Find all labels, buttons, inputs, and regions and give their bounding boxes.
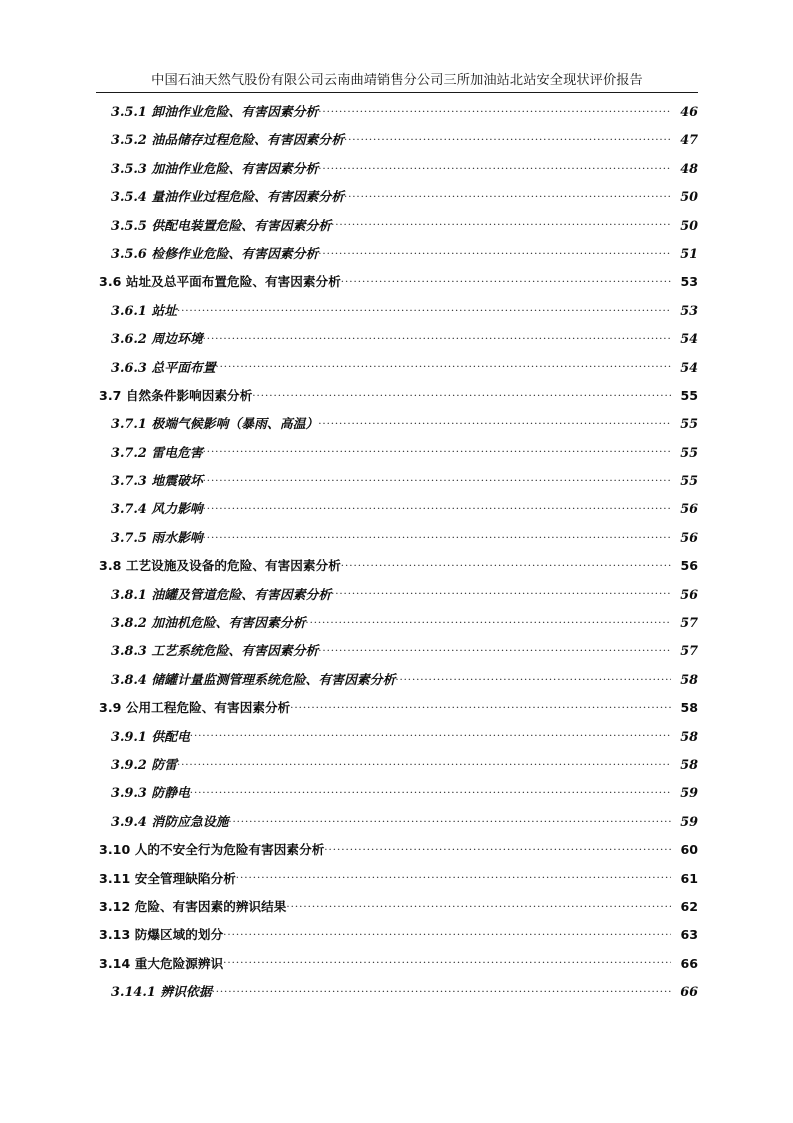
toc-entry-label: 3.7.4 风力影响: [111, 502, 203, 518]
toc-leader-dots: [341, 270, 671, 286]
toc-entry-label: 3.9.4 消防应急设施: [111, 814, 229, 830]
toc-leader-dots: [344, 128, 671, 144]
toc-entry-page-number: 56: [680, 530, 698, 546]
toc-entry[interactable]: [96, 781, 698, 809]
toc-entry-page-number: 58: [680, 757, 698, 773]
toc-entry-label: 3.11 安全管理缺陷分析: [99, 870, 236, 886]
toc-entry-label: 3.5.1 卸油作业危险、有害因素分析: [111, 105, 319, 120]
toc-leader-dots: [318, 242, 671, 258]
toc-entry-page-number: 54: [680, 332, 698, 348]
toc-entry-label: 3.9.1 供配电: [111, 729, 190, 745]
toc-entry-label: 3.6.2 周边环境: [111, 332, 203, 348]
toc-entry[interactable]: [96, 923, 698, 951]
toc-leader-dots: [177, 299, 671, 315]
toc-entry[interactable]: [96, 611, 698, 639]
toc-entry-label: 3.7.5 雨水影响: [111, 530, 203, 546]
toc-entry[interactable]: [96, 327, 698, 355]
toc-entry-label: 3.8.4 储罐计量监测管理系统危险、有害因素分析: [111, 672, 396, 688]
toc-entry-label: 3.8 工艺设施及设备的危险、有害因素分析: [99, 558, 341, 574]
toc-entry[interactable]: [96, 497, 698, 525]
toc-entry[interactable]: [96, 980, 698, 1008]
toc-entry[interactable]: [96, 157, 698, 185]
toc-entry-page-number: 51: [680, 246, 698, 262]
toc-entry-label: 3.6.3 总平面布置: [111, 360, 216, 376]
toc-entry-label: 3.7.2 雷电危害: [111, 445, 203, 461]
toc-entry-page-number: 58: [680, 700, 698, 716]
toc-entry-label: 3.9.3 防静电: [111, 786, 190, 802]
toc-leader-dots: [223, 923, 671, 939]
toc-entry[interactable]: [96, 583, 698, 611]
toc-entry-label: 3.8.3 工艺系统危险、有害因素分析: [111, 644, 319, 660]
toc-entry-label: 3.7.3 地震破坏: [111, 474, 203, 490]
toc-leader-dots: [341, 554, 671, 570]
toc-entry[interactable]: [96, 185, 698, 213]
table-of-contents: [96, 100, 698, 1009]
toc-entry-page-number: 59: [680, 814, 698, 830]
toc-leader-dots: [203, 469, 671, 485]
toc-leader-dots: [252, 384, 671, 400]
toc-entry[interactable]: [96, 668, 698, 696]
toc-entry-label: 3.8.1 油罐及管道危险、有害因素分析: [111, 587, 332, 603]
toc-leader-dots: [318, 100, 671, 116]
toc-entry-page-number: 54: [680, 360, 698, 376]
toc-entry-page-number: 57: [680, 644, 698, 660]
toc-leader-dots: [190, 725, 671, 741]
toc-entry-label: 3.9 公用工程危险、有害因素分析: [99, 700, 291, 716]
toc-entry[interactable]: [96, 128, 698, 156]
toc-leader-dots: [203, 497, 671, 513]
toc-entry-page-number: 55: [680, 445, 698, 461]
toc-leader-dots: [344, 185, 671, 201]
toc-entry-page-number: 59: [680, 786, 698, 802]
toc-entry-page-number: 55: [680, 474, 698, 490]
toc-leader-dots: [331, 583, 671, 599]
toc-entry[interactable]: [96, 214, 698, 242]
toc-entry[interactable]: [96, 100, 698, 128]
toc-leader-dots: [228, 810, 671, 826]
toc-entry[interactable]: [96, 725, 698, 753]
toc-leader-dots: [203, 327, 671, 343]
toc-entry-page-number: 55: [680, 387, 698, 403]
toc-entry-page-number: 50: [680, 218, 698, 234]
toc-entry-label: 3.12 危险、有害因素的辨识结果: [99, 898, 287, 914]
header-rule: [96, 92, 698, 93]
toc-entry-page-number: 53: [680, 274, 698, 290]
toc-entry-page-number: 56: [680, 558, 698, 574]
toc-leader-dots: [318, 412, 671, 428]
toc-entry[interactable]: [96, 810, 698, 838]
toc-entry-page-number: 61: [680, 870, 698, 886]
toc-entry-label: 3.14.1 辨识依据: [111, 985, 212, 1001]
toc-leader-dots: [395, 668, 671, 684]
running-header: [96, 72, 698, 93]
toc-entry-page-number: 62: [680, 898, 698, 914]
toc-entry[interactable]: [96, 639, 698, 667]
toc-leader-dots: [216, 356, 671, 372]
toc-entry-label: 3.5.2 油品储存过程危险、有害因素分析: [111, 133, 345, 149]
toc-entry-page-number: 53: [680, 303, 698, 319]
toc-entry[interactable]: [96, 270, 698, 298]
toc-entry-page-number: 66: [680, 955, 698, 971]
toc-leader-dots: [177, 753, 671, 769]
toc-entry-page-number: 56: [680, 587, 698, 603]
toc-entry[interactable]: [96, 753, 698, 781]
toc-entry-label: 3.9.2 防雷: [111, 757, 178, 773]
toc-leader-dots: [306, 611, 671, 627]
toc-entry-label: 3.6.1 站址: [111, 303, 178, 319]
toc-entry-label: 3.7.1 极端气候影响（暴雨、高温）: [111, 417, 319, 433]
toc-entry-page-number: 58: [680, 729, 698, 745]
toc-entry-page-number: 50: [680, 190, 698, 206]
toc-entry-page-number: 63: [680, 927, 698, 943]
toc-entry[interactable]: [96, 952, 698, 980]
toc-entry[interactable]: [96, 384, 698, 412]
toc-entry[interactable]: [96, 867, 698, 895]
toc-entry[interactable]: [96, 696, 698, 724]
toc-entry-label: 3.7 自然条件影响因素分析: [99, 387, 253, 403]
toc-entry[interactable]: [96, 299, 698, 327]
toc-leader-dots: [190, 781, 671, 797]
toc-leader-dots: [286, 895, 671, 911]
toc-leader-dots: [203, 441, 671, 457]
toc-leader-dots: [331, 214, 671, 230]
toc-entry[interactable]: [96, 526, 698, 554]
toc-entry-page-number: 46: [680, 105, 698, 120]
toc-leader-dots: [318, 639, 671, 655]
toc-entry-label: 3.10 人的不安全行为危险有害因素分析: [99, 842, 325, 858]
toc-entry-page-number: 60: [680, 842, 698, 858]
running-header-title: 中国石油天然气股份有限公司云南曲靖销售分公司三所加油站北站安全现状评价报告: [151, 73, 643, 88]
toc-entry-page-number: 66: [680, 985, 698, 1001]
toc-entry[interactable]: [96, 895, 698, 923]
toc-entry-page-number: 48: [680, 161, 698, 177]
toc-entry[interactable]: [96, 469, 698, 497]
toc-entry-page-number: 56: [680, 502, 698, 518]
toc-leader-dots: [203, 526, 671, 542]
toc-entry-page-number: 58: [680, 672, 698, 688]
toc-entry[interactable]: [96, 242, 698, 270]
toc-entry-label: 3.6 站址及总平面布置危险、有害因素分析: [99, 274, 341, 290]
toc-leader-dots: [324, 838, 671, 854]
toc-entry-page-number: 55: [680, 417, 698, 433]
toc-entry-page-number: 57: [680, 616, 698, 632]
toc-leader-dots: [212, 980, 671, 996]
toc-entry[interactable]: [96, 412, 698, 440]
toc-entry[interactable]: [96, 838, 698, 866]
toc-leader-dots: [290, 696, 671, 712]
toc-leader-dots: [236, 867, 671, 883]
toc-leader-dots: [223, 952, 671, 968]
toc-entry-label: 3.5.4 量油作业过程危险、有害因素分析: [111, 190, 345, 206]
toc-entry-label: 3.5.6 检修作业危险、有害因素分析: [111, 246, 319, 262]
toc-entry-label: 3.13 防爆区域的划分: [99, 927, 224, 943]
toc-entry-label: 3.5.3 加油作业危险、有害因素分析: [111, 161, 319, 177]
toc-entry[interactable]: [96, 441, 698, 469]
toc-entry[interactable]: [96, 554, 698, 582]
toc-entry-page-number: 47: [680, 133, 698, 149]
toc-entry-label: 3.5.5 供配电装置危险、有害因素分析: [111, 218, 332, 234]
toc-entry-label: 3.8.2 加油机危险、有害因素分析: [111, 616, 306, 632]
toc-entry[interactable]: [96, 356, 698, 384]
toc-leader-dots: [318, 157, 671, 173]
toc-entry-label: 3.14 重大危险源辨识: [99, 955, 224, 971]
